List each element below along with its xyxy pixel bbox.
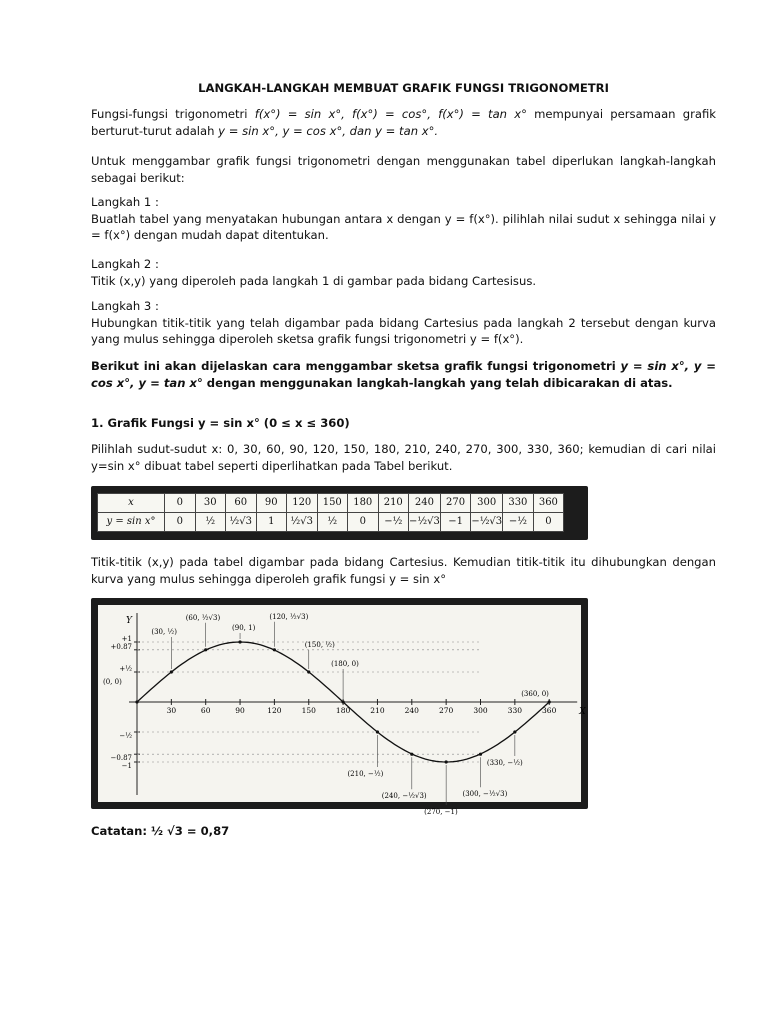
table-cell: ½	[317, 513, 348, 532]
point-label: (90, 1)	[232, 624, 256, 632]
section-1-paragraph-2: Titik-titik (x,y) pada tabel digambar pada bidang Cartesius. Kemudian titik-titik itu dihubungkan dengan kurva yang mulus sehingga diperoleh grafik fungsi y = sin x°	[91, 555, 716, 586]
intro-graph-equations: y = sin x°, y = cos x°, dan y = tan x°.	[218, 123, 439, 138]
point-label: (330, −½)	[486, 759, 523, 767]
table-cell: 0	[165, 513, 196, 532]
step-1-text: Buatlah tabel yang menyatakan hubungan antara x dengan y = f(x°). pilihlah nilai sudut x sehingga nilai y = f(x°) dengan mudah dapat ditentukan.	[91, 211, 716, 242]
sine-graph-frame	[91, 598, 588, 816]
step-3-text: Hubungkan titik-titik yang telah digambar pada bidang Cartesius pada langkah 2 tersebut dengan kurva yang mulus sehingga diperoleh sketsa grafik fungsi trigonometri y = f(x°).	[91, 315, 716, 346]
intro-paragraph	[91, 106, 716, 139]
data-point	[135, 700, 138, 703]
table-cell: 270	[440, 494, 471, 513]
y-tick-label: −1	[121, 762, 132, 770]
step-2-heading: Langkah 2 :	[91, 257, 159, 271]
table-cell: 120	[287, 494, 318, 513]
table-row-y	[98, 513, 564, 532]
summary-functions: y = sin x°, y = cos x°, y = tan x°	[91, 359, 716, 390]
table-cell: ½√3	[287, 513, 318, 532]
table-cell: 30	[195, 494, 226, 513]
table-cell: 0	[348, 513, 379, 532]
table-row-x	[98, 494, 564, 513]
point-label: (150, ½)	[304, 641, 335, 649]
data-point	[548, 700, 551, 703]
sine-graph-paper	[98, 605, 586, 816]
table-cell: ½	[195, 513, 226, 532]
point-label: (0, 0)	[103, 678, 122, 686]
x-tick-label: 240	[404, 706, 419, 715]
table-cell: 90	[256, 494, 287, 513]
x-tick-label: 60	[200, 706, 211, 715]
step-2-text: Titik (x,y) yang diperoleh pada langkah 1 di gambar pada bidang Cartesisus.	[91, 273, 537, 288]
sin-value-table-frame	[91, 486, 588, 540]
page-title: LANGKAH-LANGKAH MEMBUAT GRAFIK FUNGSI TRIGONOMETRI	[198, 81, 609, 95]
data-point	[170, 670, 173, 673]
x-tick-label: 270	[438, 706, 454, 715]
y-tick-label: +0.87	[110, 642, 132, 651]
table-cell: 150	[317, 494, 348, 513]
summary-paragraph	[91, 358, 716, 391]
table-cell: −½	[503, 513, 534, 532]
intro-text-c: mempunyai persamaan grafik berturut-turut adalah	[91, 107, 716, 138]
step-1	[91, 194, 716, 244]
point-label: (120, ½√3)	[269, 612, 309, 621]
table-header-x: x	[98, 494, 165, 513]
intro-text-a: Fungsi-fungsi trigonometri	[91, 107, 255, 121]
x-axis-label: X	[579, 707, 586, 717]
data-point	[445, 760, 448, 763]
table-cell: 60	[226, 494, 257, 513]
section-1-heading: 1. Grafik Fungsi y = sin x° (0 ≤ x ≤ 360)	[91, 416, 350, 430]
table-cell: −½√3	[409, 513, 441, 532]
steps-intro-paragraph: Untuk menggambar grafik fungsi trigonometri dengan menggunakan tabel diperlukan langkah-langkah sebagai berikut:	[91, 154, 716, 185]
data-point	[410, 753, 413, 756]
data-point	[376, 730, 379, 733]
data-point	[238, 640, 241, 643]
x-tick-label: 90	[235, 706, 245, 715]
point-label: (210, −½)	[347, 770, 384, 778]
y-tick-label: +½	[119, 665, 132, 673]
sine-graph	[98, 605, 586, 816]
point-label: (60, ½√3)	[185, 613, 221, 622]
point-label: (30, ½)	[151, 628, 177, 636]
section-1-paragraph: Pilihlah sudut-sudut x: 0, 30, 60, 90, 120, 150, 180, 210, 240, 270, 300, 330, 360; kemudian di cari nilai y=sin x° dibuat tabel seperti diperlihatkan pada Tabel berikut.	[91, 442, 716, 473]
note: Catatan: ½ √3 = 0,87	[91, 824, 230, 838]
y-tick-label: +1	[121, 635, 132, 643]
table-cell: 300	[471, 494, 503, 513]
table-cell: 330	[503, 494, 534, 513]
table-cell: 1	[256, 513, 287, 532]
table-cell: 0	[533, 513, 564, 532]
point-label: (360, 0)	[521, 690, 549, 698]
step-3-heading: Langkah 3 :	[91, 299, 159, 313]
x-tick-label: 300	[473, 706, 488, 715]
y-tick-label: −½	[119, 732, 132, 740]
summary-text-a: Berikut ini akan dijelaskan cara menggambar sketsa grafik fungsi trigonometri	[91, 359, 621, 373]
point-label: (270, −1)	[424, 808, 458, 816]
table-cell: −1	[440, 513, 471, 532]
data-point	[342, 700, 345, 703]
table-cell: 240	[409, 494, 441, 513]
x-tick-label: 180	[335, 706, 351, 715]
data-point	[204, 648, 207, 651]
sin-value-table	[97, 493, 564, 532]
table-cell: −½	[378, 513, 409, 532]
data-point	[479, 753, 482, 756]
point-label: (180, 0)	[331, 660, 359, 668]
x-tick-label: 360	[542, 706, 557, 715]
intro-functions: f(x°) = sin x°, f(x°) = cos°, f(x°) = tan x°	[254, 107, 527, 121]
x-tick-label: 330	[507, 706, 523, 715]
summary-text-c: dengan menggunakan langkah-langkah yang telah dibicarakan di atas.	[202, 375, 673, 390]
x-tick-label: 210	[370, 706, 385, 715]
table-cell: 0	[165, 494, 196, 513]
x-tick-label: 120	[267, 706, 282, 715]
point-label: (240, −½√3)	[381, 792, 427, 801]
data-point	[513, 730, 516, 733]
y-tick-label: −0.87	[110, 754, 132, 763]
data-point	[273, 648, 276, 651]
table-cell: 360	[533, 494, 564, 513]
x-tick-label: 30	[166, 706, 177, 715]
point-label: (300, −½√3)	[462, 790, 508, 799]
table-cell: 180	[348, 494, 379, 513]
table-cell: 210	[378, 494, 409, 513]
table-cell: ½√3	[226, 513, 257, 532]
x-tick-label: 150	[301, 706, 316, 715]
data-point	[307, 670, 310, 673]
table-header-y: y = sin x°	[98, 513, 165, 532]
step-1-heading: Langkah 1 :	[91, 195, 159, 209]
table-cell: −½√3	[471, 513, 503, 532]
step-2	[91, 256, 716, 289]
step-3	[91, 298, 716, 348]
y-axis-label: Y	[126, 616, 132, 626]
